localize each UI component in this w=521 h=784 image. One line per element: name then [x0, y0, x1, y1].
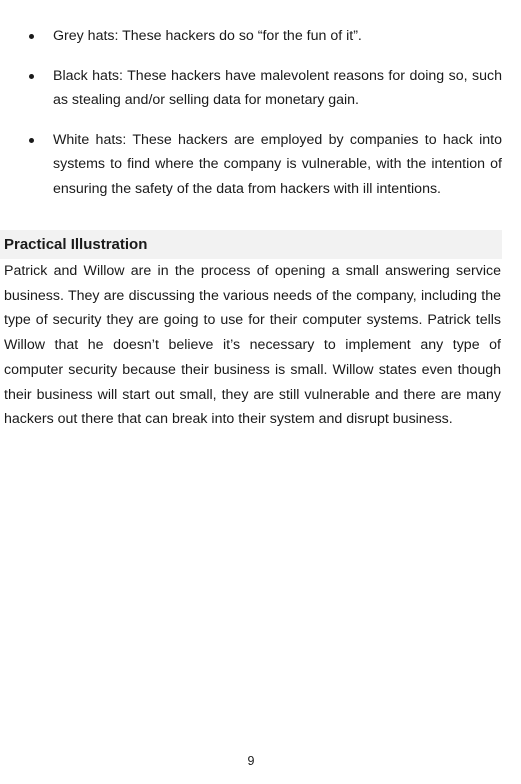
- list-item: [28, 64, 502, 113]
- list-item-text: Black hats: These hackers have malevolent reasons for doing so, such as stealing and/or selling data for monetary gain.: [53, 67, 502, 108]
- body-paragraph: Patrick and Willow are in the process of opening a small answering service business. They are discussing the various needs of the company, including the type of security they are going to use for their computer systems. Patrick tells Willow that he doesn’t believe it’s necessary to implement any type of computer security because their business is small. Willow states even though their business will start out small, they are still vulnerable and there are many hackers out there that can break into their system and disrupt business.: [4, 263, 501, 428]
- page-number: 9: [247, 754, 255, 768]
- list-item-text: White hats: These hackers are employed by companies to hack into systems to find where the company is vulnerable, with the intention of ensuring the safety of the data from hackers with ill intentions.: [53, 131, 502, 197]
- hacker-types-list: [28, 24, 502, 216]
- list-item: [28, 128, 502, 202]
- section-heading: Practical Illustration: [0, 230, 502, 259]
- list-item: [28, 24, 502, 49]
- list-item-text: Grey hats: These hackers do so “for the fun of it”.: [53, 28, 362, 44]
- bullet-icon: [29, 74, 34, 79]
- bullet-icon: [29, 34, 34, 39]
- bullet-icon: [29, 138, 34, 143]
